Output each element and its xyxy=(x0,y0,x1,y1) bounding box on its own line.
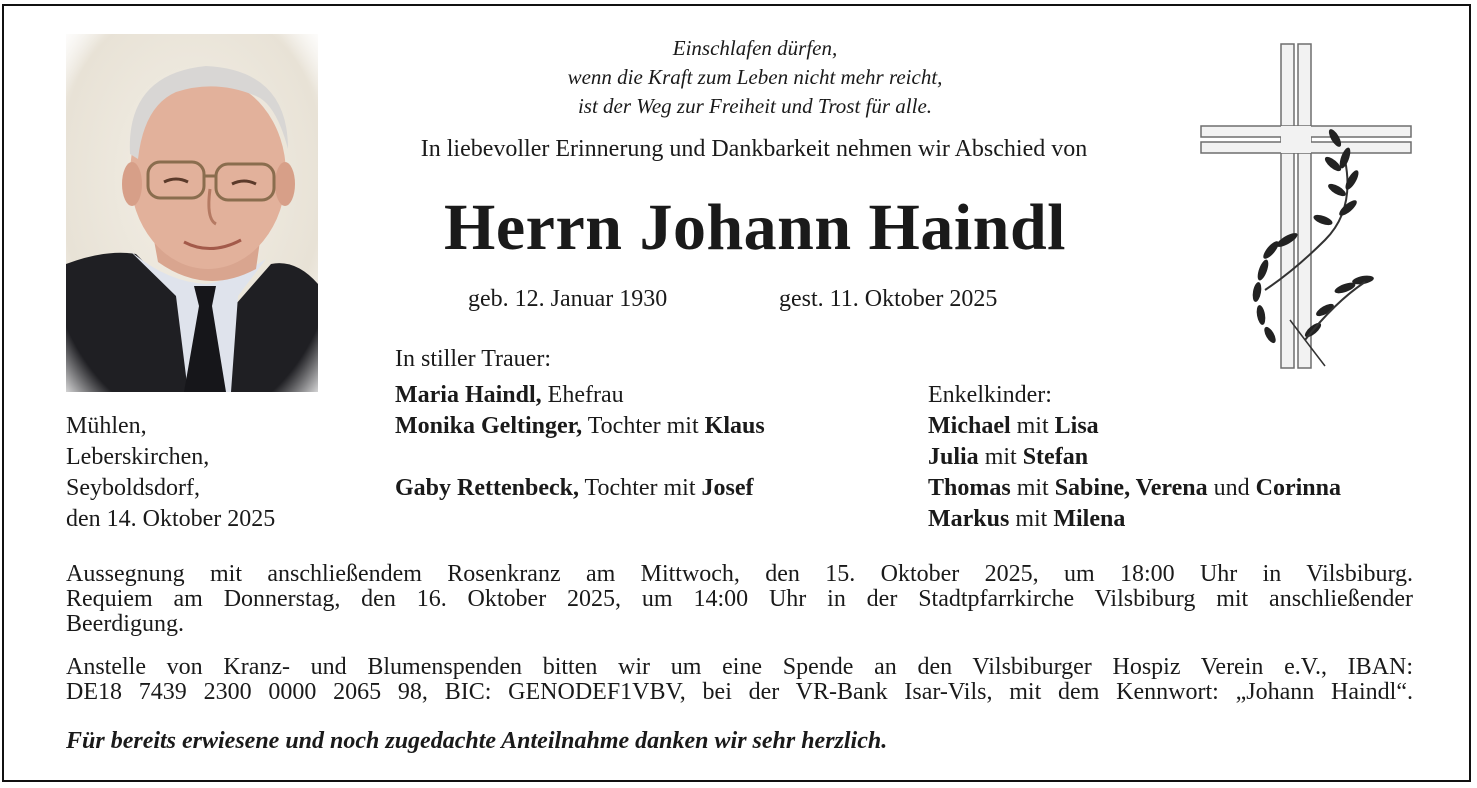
cross-with-palm-branch-icon xyxy=(1195,40,1420,375)
grandchild-partner: Milena xyxy=(1053,506,1126,532)
family-member-relation: Tochter mit xyxy=(578,475,702,501)
family-member-partner: Klaus xyxy=(704,413,765,439)
service-paragraph xyxy=(66,562,1413,637)
poem-line: ist der Weg zur Freiheit und Trost für alle. xyxy=(577,94,933,118)
connector-text: und xyxy=(1207,475,1256,501)
place-date: den 14. Oktober 2025 xyxy=(66,506,276,532)
family-member-partner: Josef xyxy=(701,475,754,501)
family-member-name: Gaby Rettenbeck, xyxy=(395,475,579,501)
grandchild-partner: Corinna xyxy=(1255,475,1341,501)
grandchild-name: Julia xyxy=(928,444,979,470)
grandchild-name: Thomas xyxy=(928,475,1011,501)
grandchildren-header: Enkelkinder: xyxy=(928,382,1052,408)
grandchild xyxy=(928,442,1088,473)
place-line: Leberskirchen, xyxy=(66,444,210,470)
portrait-photo xyxy=(66,34,318,392)
grandchild xyxy=(928,473,1341,504)
place-line: Mühlen, xyxy=(66,413,147,439)
place-line: Seyboldsdorf, xyxy=(66,475,200,501)
grandchild-partner: Lisa xyxy=(1054,413,1099,439)
family-member-name: Maria Haindl, xyxy=(395,382,542,408)
family-member-relation: Tochter mit xyxy=(582,413,705,439)
family-member xyxy=(395,473,754,504)
grandchild-name: Markus xyxy=(928,506,1010,532)
connector-text: mit xyxy=(1010,413,1055,439)
service-line: Requiem am Donnerstag, den 16. Oktober 2025, um 14:00 Uhr in der Stadtpfarrkirche Vilsbiburg mit anschließender xyxy=(66,586,1413,612)
poem xyxy=(440,34,1070,121)
mourning-header: In stiller Trauer: xyxy=(395,346,551,372)
poem-line: Einschlafen dürfen, xyxy=(672,36,838,60)
intro-text: In liebevoller Erinnerung und Dankbarkeit nehmen wir Abschied von xyxy=(420,136,1088,162)
poem-line: wenn die Kraft zum Leben nicht mehr reicht, xyxy=(567,65,943,89)
family-member-name: Monika Geltinger, xyxy=(395,413,583,439)
family-member xyxy=(395,380,624,411)
service-line: Aussegnung mit anschließendem Rosenkranz am Mittwoch, den 15. Oktober 2025, um 18:00 Uhr in Vilsbiburg. xyxy=(66,561,1413,587)
closing-thanks: Für bereits erwiesene und noch zugedachte Anteilnahme danken wir sehr herzlich. xyxy=(66,728,888,754)
grandchild-name: Michael xyxy=(928,413,1011,439)
grandchild xyxy=(928,504,1125,535)
family-member xyxy=(395,411,765,442)
death-date: gest. 11. Oktober 2025 xyxy=(779,286,998,312)
family-member-relation: Ehefrau xyxy=(541,382,624,408)
grandchild-partner: Sabine, Verena xyxy=(1054,475,1208,501)
connector-text: mit xyxy=(1010,475,1055,501)
donation-paragraph xyxy=(66,655,1413,705)
connector-text: mit xyxy=(978,444,1023,470)
service-line: Beerdigung. xyxy=(66,611,184,637)
donation-line: Anstelle von Kranz- und Blumenspenden bitten wir um eine Spende an den Vilsbiburger Hospiz Verein e.V., IBAN: xyxy=(66,654,1413,680)
grandchild-partner: Stefan xyxy=(1022,444,1089,470)
grandchild xyxy=(928,411,1099,442)
donation-line: DE18 7439 2300 0000 2065 98, BIC: GENODEF1VBV, bei der VR-Bank Isar-Vils, mit dem Kennwort: „Johann Haindl“. xyxy=(66,679,1413,705)
connector-text: mit xyxy=(1009,506,1054,532)
birth-date: geb. 12. Januar 1930 xyxy=(468,286,668,312)
deceased-name: Herrn Johann Haindl xyxy=(444,191,1066,264)
